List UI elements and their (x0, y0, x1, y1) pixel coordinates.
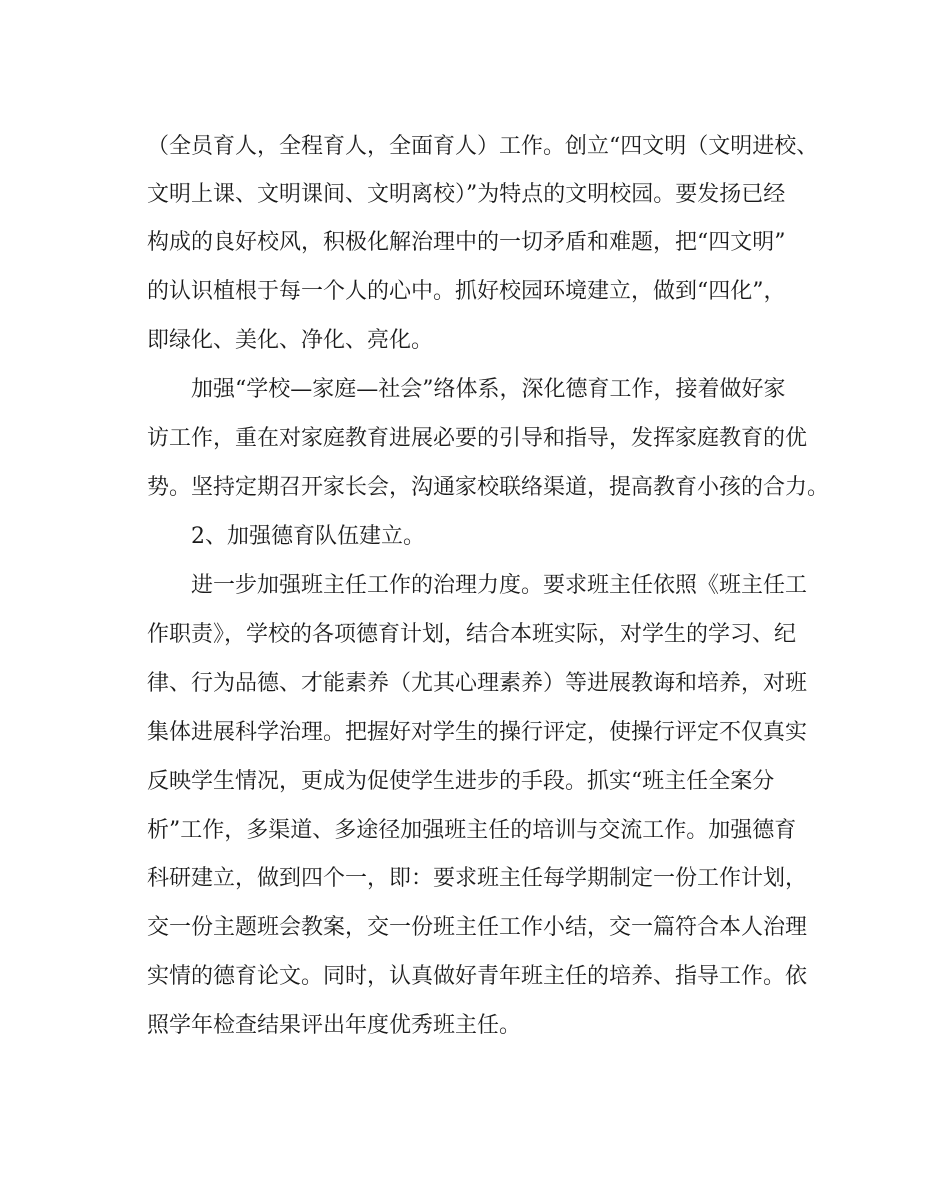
text-line: 析”工作，多渠道、多途径加强班主任的培训与交流工作。加强德育 (147, 818, 797, 843)
text-line: 实情的德育论文。同时，认真做好青年班主任的培养、指导工作。依 (147, 964, 808, 989)
text-line: 科研建立，做到四个一，即：要求班主任每学期制定一份工作计划， (147, 866, 808, 891)
text-line: 构成的良好校风，积极化解治理中的一切矛盾和难题，把“四文明” (147, 230, 786, 255)
text-line: 交一份主题班会教案，交一份班主任工作小结，交一篇符合本人治理 (147, 915, 808, 940)
text-line: 集体进展科学治理。把握好对学生的操行评定，使操行评定不仅真实 (147, 720, 808, 745)
text-line: 律、行为品德、才能素养（尤其心理素养）等进展教诲和培养，对班 (147, 671, 808, 696)
text-line: 即绿化、美化、净化、亮化。 (147, 328, 434, 353)
text-line: 文明上课、文明课间、文明离校）”为特点的文明校园。要发扬已经 (147, 182, 786, 207)
section-heading: 2、加强德育队伍建立。 (147, 524, 425, 549)
text-line: 访工作，重在对家庭教育进展必要的引导和指导，发挥家庭教育的优 (147, 426, 808, 451)
text-line: 的认识植根于每一个人的心中。抓好校园环境建立，做到“四化”， (147, 279, 786, 304)
text-line: 照学年检查结果评出年度优秀班主任。 (147, 1013, 522, 1038)
text-line: 作职责》，学校的各项德育计划，结合本班实际，对学生的学习、纪 (147, 622, 797, 647)
text-line: 加强“学校—家庭—社会”络体系，深化德育工作，接着做好家 (147, 377, 786, 402)
text-line: 势。坚持定期召开家长会，沟通家校联络渠道，提高教育小孩的合力。 (147, 475, 830, 500)
text-line: 进一步加强班主任工作的治理力度。要求班主任依照《班主任工 (147, 573, 808, 598)
text-line: （全员育人，全程育人，全面育人）工作。创立“四文明（文明进校、 (147, 134, 819, 159)
text-line: 反映学生情况，更成为促使学生进步的手段。抓实“班主任全案分 (147, 769, 775, 794)
